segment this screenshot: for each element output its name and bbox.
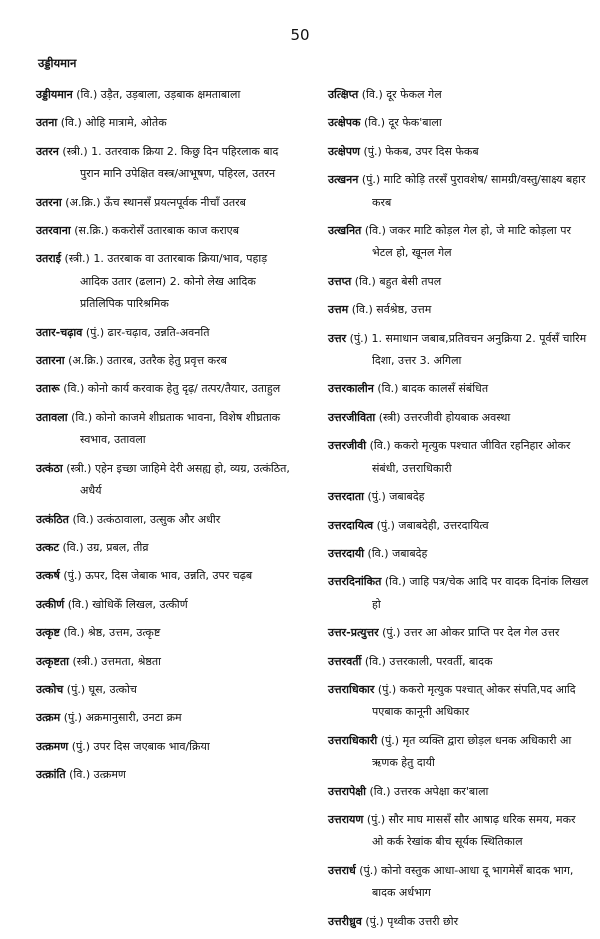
dictionary-entry: [328, 112, 590, 134]
entry-definition: (पुं.) उपर दिस जएबाक भाव/क्रिया: [71, 739, 210, 753]
entry-definition: (स्त्री) उत्तरजीवी होयबाक अवस्था: [378, 410, 511, 424]
dictionary-entry: [36, 350, 298, 372]
dictionary-entry: [328, 679, 590, 724]
entry-headword: उतारू: [36, 382, 60, 396]
entry-definition: (पुं.) अक्रमानुसारी, उनटा क्रम: [63, 711, 182, 725]
right-column: [328, 84, 590, 939]
dictionary-entry: [36, 322, 298, 344]
running-header: उड्डीयमान: [38, 56, 77, 70]
dictionary-entry: [36, 622, 298, 644]
entry-headword: उतराई: [36, 252, 62, 266]
dictionary-entry: [328, 730, 590, 775]
page-number: 50: [290, 26, 310, 44]
entry-definition: (पुं.) जबाबदेह: [367, 490, 425, 504]
entry-headword: उत्तरदायी: [328, 546, 365, 560]
entry-definition: (वि.) ओहि मात्रामे, ओतेक: [60, 116, 167, 130]
dictionary-entry: [36, 458, 298, 503]
dictionary-entry: [328, 328, 590, 373]
entry-definition: (वि.) सर्वश्रेष्ठ, उत्तम: [351, 303, 432, 317]
entry-definition: (पुं.) उत्तर आ ओकर प्राप्ति पर देल गेल उत्तर: [382, 626, 560, 640]
entry-definition: (वि.) श्रेष्ठ, उत्तम, उत्कृष्ट: [63, 626, 161, 640]
entry-definition: (वि.) कोनो कार्य करवाक हेतु दृढ़/ तत्पर/तैयार, उताहुल: [63, 382, 281, 396]
entry-headword: उत्क्षेपक: [328, 116, 361, 130]
entry-headword: उत्तरापेक्षी: [328, 784, 366, 798]
entry-definition: (वि.) बहुत बेसी तपल: [354, 274, 442, 288]
entry-headword: उत्क्रम: [36, 711, 61, 725]
entry-definition: (पुं.) घूस, उत्कोच: [66, 682, 137, 696]
left-column: [36, 84, 298, 793]
entry-headword: उत्खनन: [328, 173, 359, 187]
entry-headword: उड्डीयमान: [36, 88, 73, 101]
dictionary-entry: [36, 112, 298, 134]
entry-definition: (पुं.) कोनो वस्तुक आधा-आधा दू भागमेसँ बादक भाग, बादक अर्धभाग: [359, 863, 574, 900]
entry-definition: (वि.) बादक कालसँ संबंधित: [377, 382, 489, 396]
dictionary-entry: [328, 141, 590, 163]
dictionary-entry: [328, 622, 590, 644]
entry-headword: उत्तर-प्रत्युत्तर: [328, 626, 379, 640]
entry-headword: उतारना: [36, 354, 65, 368]
entry-headword: उत्तरदायित्व: [328, 518, 374, 532]
dictionary-entry: [328, 543, 590, 565]
entry-headword: उत्तरार्ध: [328, 863, 356, 877]
entry-headword: उत्कीर्ण: [36, 597, 65, 611]
dictionary-entry: [36, 407, 298, 452]
entry-headword: उत्कंठा: [36, 461, 63, 475]
dictionary-entry: [36, 651, 298, 673]
entry-headword: उत्तरजीविता: [328, 410, 376, 424]
entry-definition: (पुं.) माटि कोड़ि तरसँ पुरावशेष/ सामग्री/वस्तु/साक्ष्य बहार करब: [361, 173, 586, 209]
dictionary-entry: [328, 651, 590, 673]
dictionary-entry: [36, 565, 298, 587]
dictionary-entry: [328, 299, 590, 321]
dictionary-entry: [36, 220, 298, 242]
dictionary-entry: [36, 764, 298, 786]
entry-headword: उत्क्रमण: [36, 739, 69, 753]
entry-headword: उत्कृष्टता: [36, 654, 69, 668]
dictionary-entry: [36, 594, 298, 616]
entry-definition: (वि.) खोधिकेँ लिखल, उत्कीर्ण: [67, 597, 188, 611]
entry-headword: उत्कट: [36, 540, 59, 554]
dictionary-entry: [36, 509, 298, 531]
dictionary-entry: [36, 537, 298, 559]
dictionary-entry: [328, 515, 590, 537]
dictionary-entry: [328, 169, 590, 214]
entry-headword: उत्तरजीवी: [328, 439, 367, 453]
dictionary-entry: [328, 809, 590, 854]
entry-definition: (वि.) जाहि पत्र/चेक आदि पर वादक दिनांक लिखल हो: [372, 575, 589, 611]
entry-definition: (पुं.) ककरो मृत्युक पश्चात् ओकर संपति,पद आदि पएबाक कानूनी अधिकार: [372, 682, 576, 719]
entry-definition: (पुं.) 1. समाधान जबाब,प्रतिवचन अनुक्रिया 2. पूर्वसँ चारिम दिशा, उत्तर 3. अगिला: [349, 331, 587, 368]
entry-headword: उत्कर्ष: [36, 569, 60, 583]
entry-definition: (वि.) उत्कंठावाला, उत्सुक और अधीर: [72, 512, 221, 526]
dictionary-entry: [36, 84, 298, 106]
entry-definition: (पुं.) ढार-चढ़ाव, उन्नति-अवनति: [85, 325, 210, 339]
entry-headword: उत्तम: [328, 303, 349, 317]
entry-definition: (स्त्री.) उत्तमता, श्रेष्ठता: [72, 654, 161, 668]
entry-headword: उत्तरीध्रुव: [328, 914, 362, 928]
entry-headword: उतार-चढ़ाव: [36, 325, 83, 339]
dictionary-entry: [328, 378, 590, 400]
dictionary-entry: [36, 679, 298, 701]
entry-headword: उतना: [36, 116, 58, 130]
dictionary-entry: [36, 248, 298, 315]
entry-headword: उत्तरवर्ती: [328, 654, 362, 668]
entry-definition: (पुं.) फेकब, उपर दिस फेकब: [363, 144, 479, 158]
entry-headword: उत्तरदिनांकित: [328, 575, 382, 589]
entry-definition: (वि.) कोनो काजमे शीघ्रताक भावना, विशेष शीघ्रताक स्वभाव, उतावला: [71, 410, 281, 447]
entry-headword: उत्क्षिप्त: [328, 88, 359, 101]
entry-definition: (वि.) दूर फेकल गेल: [361, 88, 442, 101]
entry-headword: उत्कृष्ट: [36, 626, 60, 640]
entry-definition: (पुं.) ऊपर, दिस जेबाक भाव, उन्नति, उपर चढ़ब: [63, 569, 253, 583]
dictionary-entry: [328, 271, 590, 293]
entry-definition: (वि.) ककरो मृत्युक पश्चात जीवित रहनिहार ओकर संबंधी, उत्तराधिकारी: [369, 439, 571, 475]
entry-definition: (वि.) उत्तरक अपेक्षा कर'बाला: [369, 784, 489, 798]
entry-definition: (पुं.) जबाबदेही, उत्तरदायित्व: [376, 518, 489, 532]
entry-definition: (स्त्री.) 1. उतरवाक क्रिया 2. किछु दिन पहिरलाक बाद पुरान मानि उपेक्षित वस्त्र/आभूषण, पहिरल, उतरन: [62, 144, 279, 181]
entry-headword: उत्कंठित: [36, 512, 69, 526]
entry-headword: उतरना: [36, 195, 62, 209]
entry-headword: उत्क्षेपण: [328, 144, 360, 158]
entry-definition: (वि.) उग्र, प्रबल, तीव्र: [62, 540, 149, 554]
dictionary-entry: [328, 486, 590, 508]
entry-definition: (वि.) जबाबदेह: [367, 546, 428, 560]
entry-headword: उतरन: [36, 144, 59, 158]
dictionary-entry: [328, 220, 590, 265]
entry-definition: (वि.) उड़ैत, उड़बाला, उड़बाक क्षमताबाला: [76, 88, 241, 101]
entry-headword: उत्क्रांति: [36, 768, 66, 782]
dictionary-entry: [328, 571, 590, 616]
dictionary-entry: [36, 192, 298, 214]
entry-definition: (अ.क्रि.) उतारब, उतरैक हेतु प्रवृत्त करब: [68, 354, 227, 368]
dictionary-entry: [328, 435, 590, 480]
entry-definition: (पुं.) सौर माघ माससँ सौर आषाढ़ धरिक समय, मकर ओ कर्क रेखांक बीच सूर्यक स्थितिकाल: [366, 812, 576, 849]
entry-headword: उत्कोच: [36, 682, 64, 696]
entry-definition: (वि.) जकर माटि कोड़ल गेल हो, जे माटि कोड़ला पर भेटल हो, खूनल गेल: [364, 224, 571, 260]
entry-headword: उत्तर: [328, 331, 347, 345]
entry-definition: (वि.) उत्तरकाली, परवर्ती, बादक: [364, 654, 493, 668]
entry-definition: (वि.) दूर फेक'बाला: [363, 116, 442, 130]
dictionary-entry: [36, 736, 298, 758]
entry-definition: (स.क्रि.) ककरोसँ उतारबाक काज कराएब: [74, 224, 240, 238]
entry-headword: उत्तप्त: [328, 274, 352, 288]
dictionary-entry: [36, 707, 298, 729]
dictionary-entry: [36, 141, 298, 186]
entry-definition: (अ.क्रि.) ऊँच स्थानसँ प्रयत्नपूर्वक नीचाँ उतरब: [65, 195, 246, 209]
dictionary-entry: [328, 781, 590, 803]
entry-headword: उतावला: [36, 410, 68, 424]
dictionary-entry: [328, 860, 590, 905]
entry-headword: उत्तराधिकारी: [328, 733, 378, 747]
entry-headword: उत्तरदाता: [328, 490, 364, 504]
dictionary-entry: [328, 84, 590, 106]
dictionary-entry: [328, 911, 590, 933]
dictionary-entry: [36, 378, 298, 400]
entry-headword: उत्तरायण: [328, 812, 364, 826]
entry-definition: (स्त्री.) एहेन इच्छा जाहिमे देरी असह्य हो, व्यग्र, उत्कंठित, अधैर्य: [66, 461, 290, 498]
entry-headword: उत्खनित: [328, 224, 362, 238]
dictionary-entry: [328, 407, 590, 429]
entry-definition: (पुं.) मृत व्यक्ति द्वारा छोड़ल धनक अधिकारी आ ऋणक हेतु दायी: [372, 733, 572, 770]
entry-headword: उतरवाना: [36, 224, 71, 238]
entry-headword: उत्तराधिकार: [328, 682, 375, 696]
entry-definition: (वि.) उत्क्रमण: [69, 768, 126, 782]
entry-headword: उत्तरकालीन: [328, 382, 374, 396]
entry-definition: (पुं.) पृथ्वीक उत्तरी छोर: [365, 914, 459, 928]
entry-definition: (स्त्री.) 1. उतरबाक वा उतारबाक क्रिया/भाव, पहाड़ आदिक उतार (ढलान) 2. कोनो लेख आदिक प्रतिलिपिक पारिश्रमिक: [64, 252, 268, 311]
